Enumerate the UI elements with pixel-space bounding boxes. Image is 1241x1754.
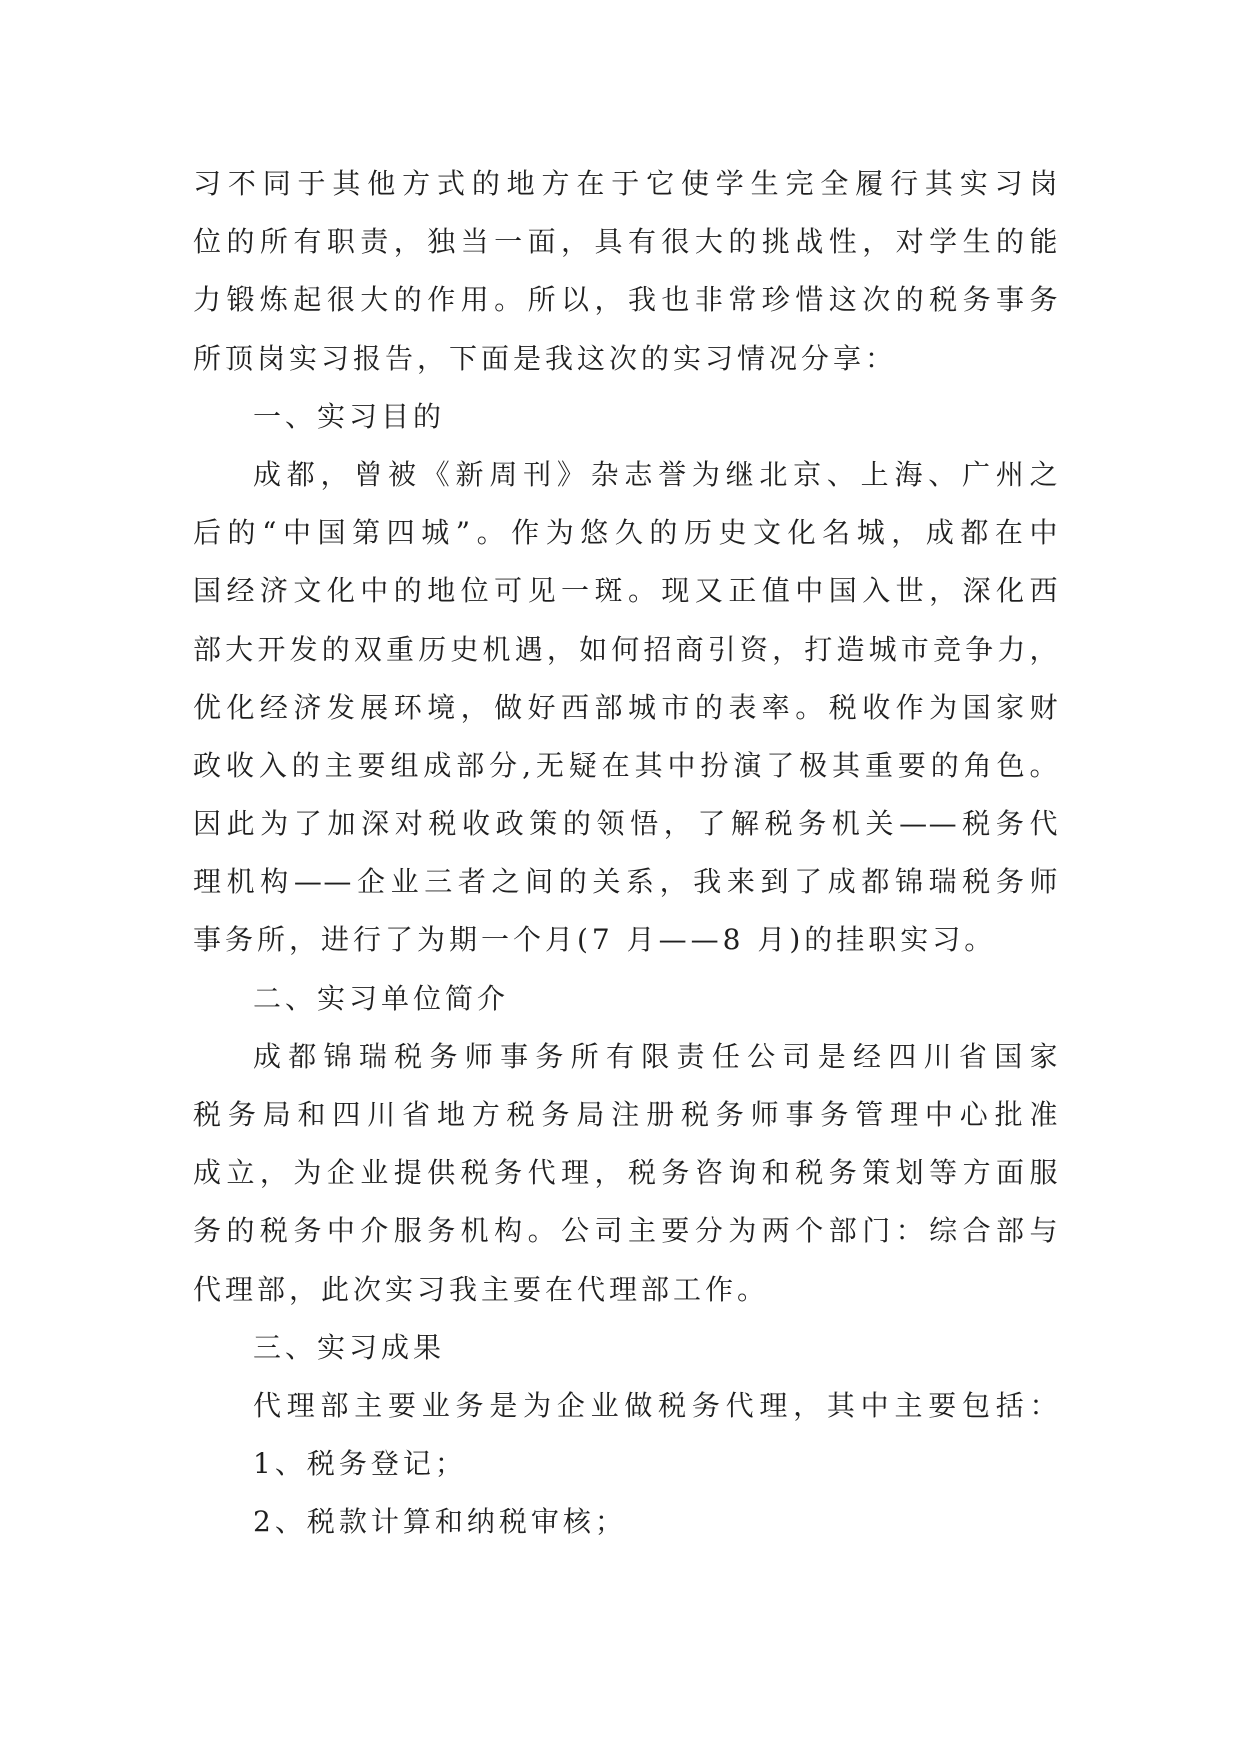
intro-line-2: 位的所有职责，独当一面，具有很大的挑战性，对学生的能 [193,225,1059,259]
section-3-line-1: 代理部主要业务是为企业做税务代理，其中主要包括： [253,1388,1059,1422]
section-3-item-1: 1、税务登记； [253,1447,467,1481]
section-2-line-5: 代理部，此次实习我主要在代理部工作。 [193,1272,770,1306]
section-1-line-5: 优化经济发展环境，做好西部城市的表率。税收作为国家财 [193,690,1059,724]
section-1-line-7: 因此为了加深对税收政策的领悟，了解税务机关——税务代 [193,807,1059,841]
section-1-line-1: 成都，曾被《新周刊》杂志誉为继北京、上海、广州之 [253,457,1059,491]
section-1-heading: 一、实习目的 [253,399,446,433]
intro-line-3: 力锻炼起很大的作用。所以，我也非常珍惜这次的税务事务 [193,283,1059,317]
intro-line-1: 习不同于其他方式的地方在于它使学生完全履行其实习岗 [193,167,1059,200]
section-2-heading: 二、实习单位简介 [253,981,510,1015]
section-1-line-2: 后的“中国第四城”。作为悠久的历史文化名城，成都在中 [193,516,1059,550]
intro-line-4: 所顶岗实习报告，下面是我这次的实习情况分享： [193,341,898,375]
section-1-line-8: 理机构——企业三者之间的关系，我来到了成都锦瑞税务师 [193,865,1059,899]
section-3-heading: 三、实习成果 [253,1330,446,1364]
section-1-line-4: 部大开发的双重历史机遇，如何招商引资，打造城市竞争力， [193,632,1059,666]
section-2-line-2: 税务局和四川省地方税务局注册税务师事务管理中心批准 [193,1098,1059,1131]
section-2-line-4: 务的税务中介服务机构。公司主要分为两个部门：综合部与 [193,1214,1059,1248]
section-1-line-3: 国经济文化中的地位可见一斑。现又正值中国入世，深化西 [193,574,1059,608]
document-body [193,155,1059,1552]
section-1-line-6: 政收入的主要组成部分,无疑在其中扮演了极其重要的角色。 [193,748,1059,782]
section-2-line-3: 成立，为企业提供税务代理，税务咨询和税务策划等方面服 [193,1156,1059,1190]
section-1-line-9: 事务所，进行了为期一个月(7 月——8 月)的挂职实习。 [193,923,997,957]
section-3-item-2: 2、税款计算和纳税审核； [253,1505,627,1539]
section-2-line-1: 成都锦瑞税务师事务所有限责任公司是经四川省国家 [253,1039,1059,1073]
